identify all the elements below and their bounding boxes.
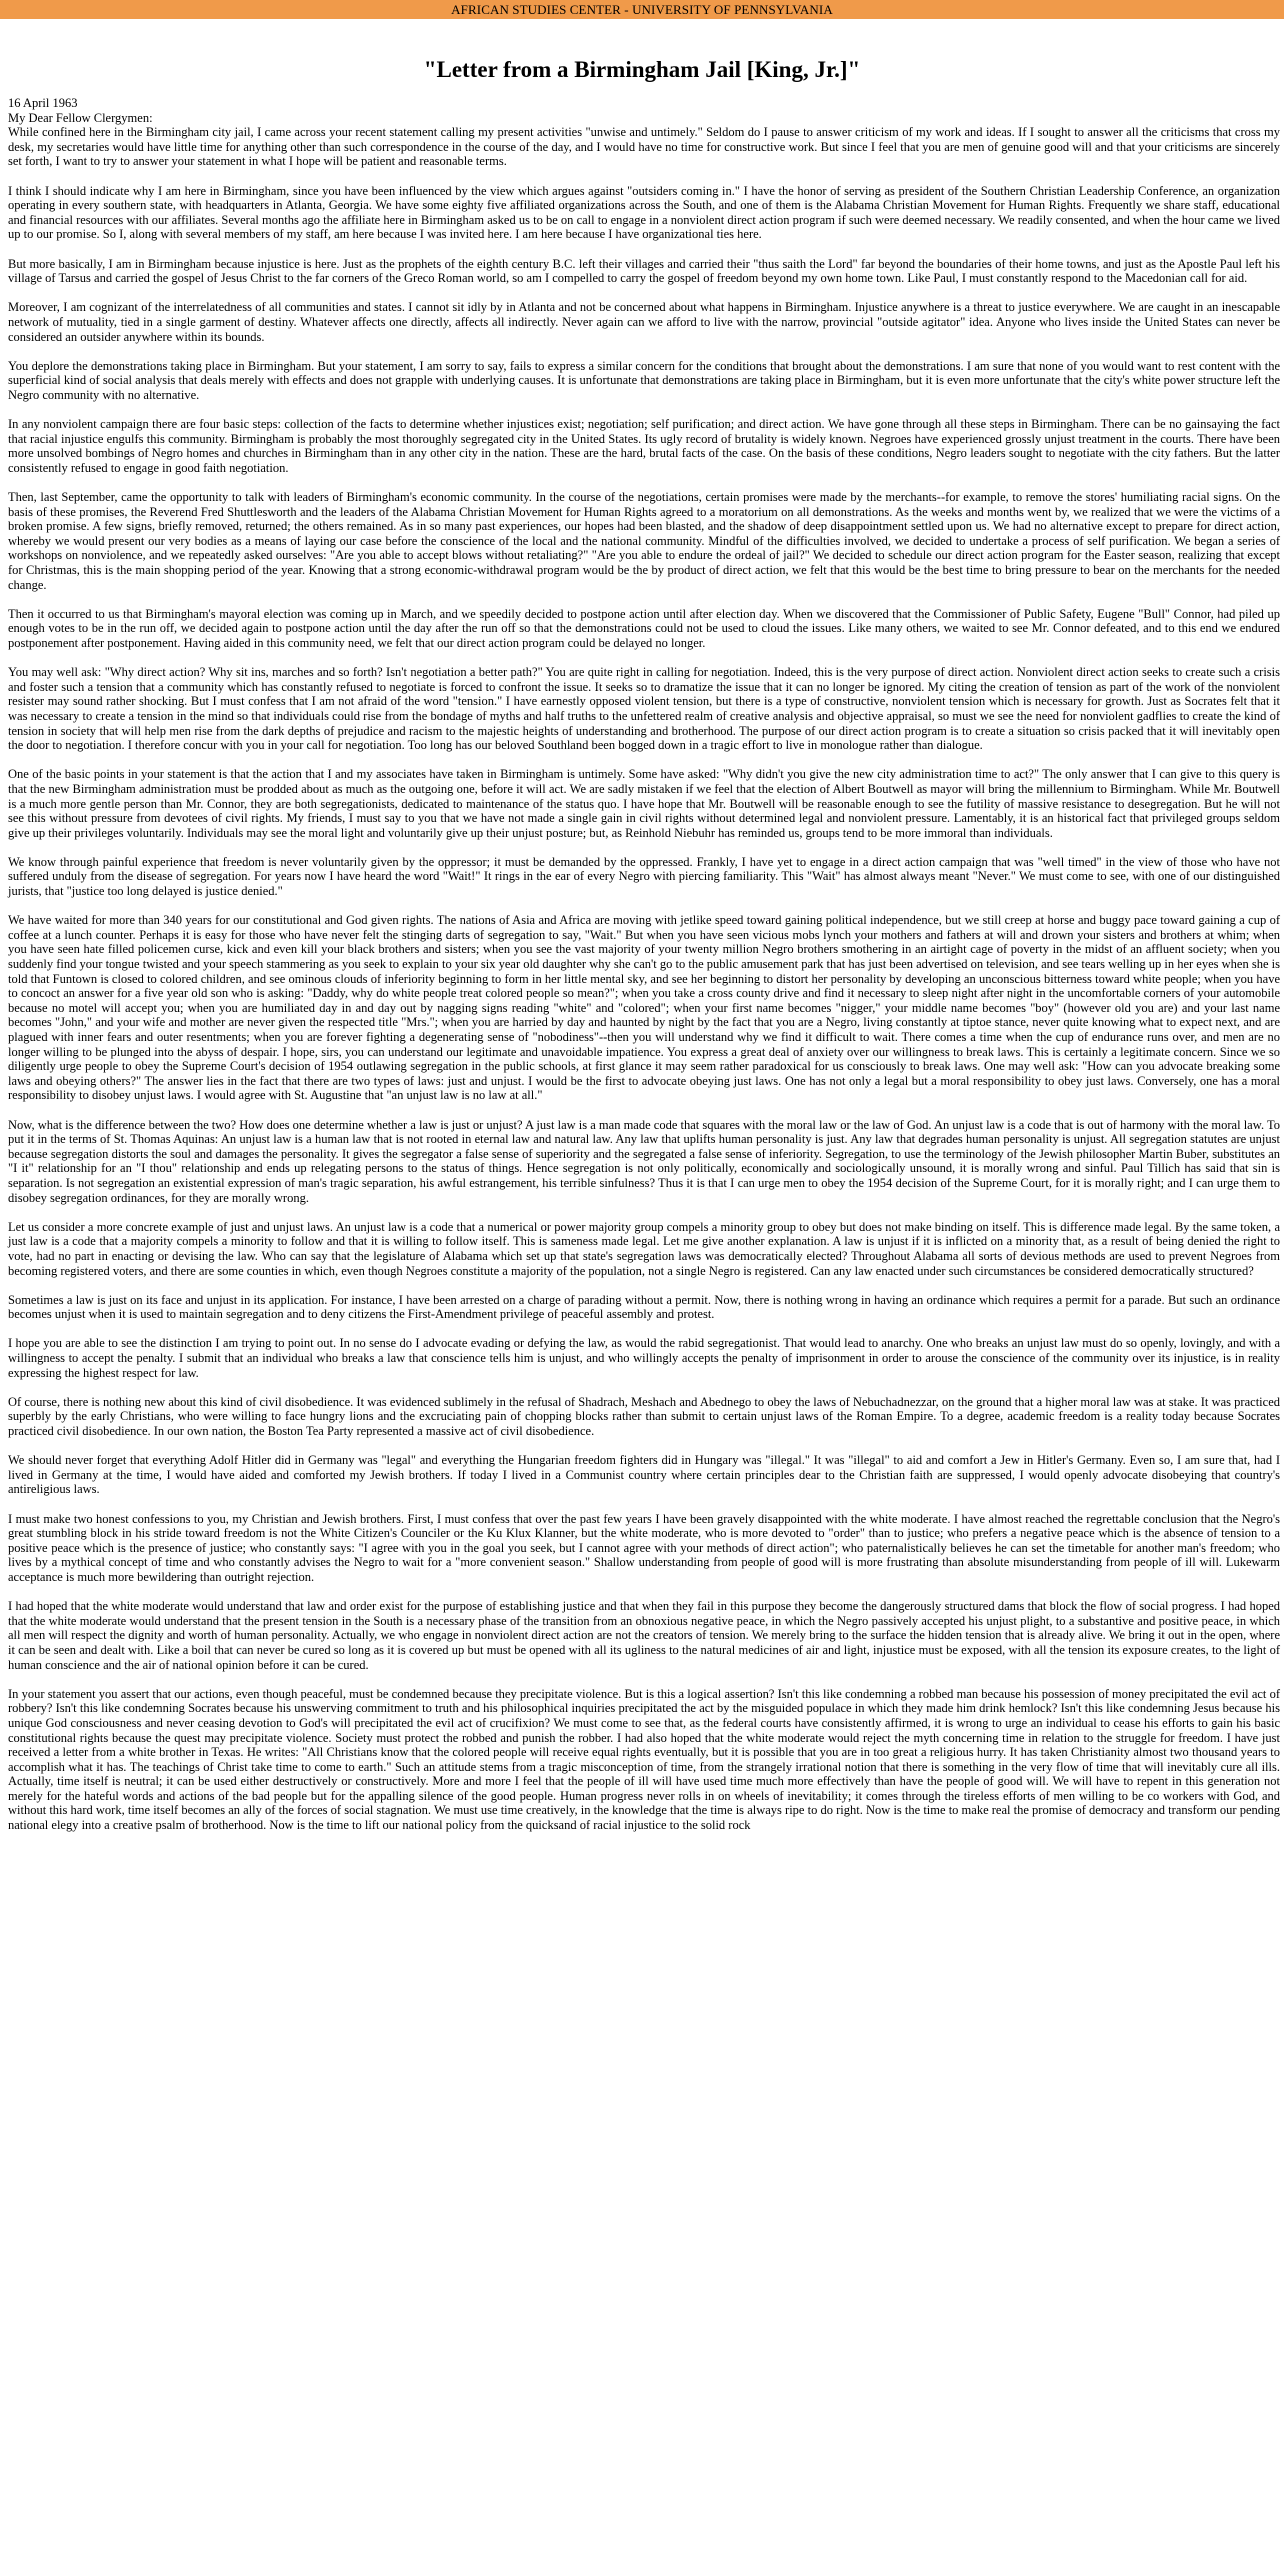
paragraph: One of the basic points in your statement is that the action that I and my associates have taken in Birmingham is untimely. Some have asked: "Why didn't you give the new city administration time to act?" The only answer that I can give to this query is that the new Birmingham administration must be prodded about as much as the outgoing one, before it will act. We are sadly mistaken if we feel that the election of Albert Boutwell as mayor will bring the millennium to Birmingham. While Mr. Boutwell is a much more gentle person than Mr. Connor, they are both segregationists, dedicated to maintenance of the status quo. I have hope that Mr. Boutwell will be reasonable enough to see the futility of massive resistance to desegregation. But he will not see this without pressure from devotees of civil rights. My friends, I must say to you that we have not made a single gain in civil rights without determined legal and nonviolent pressure. Lamentably, it is an historical fact that privileged groups seldom give up their privileges voluntarily. Individuals may see the moral light and voluntarily give up their unjust posture; but, as Reinhold Niebuhr has reminded us, groups tend to be more immoral than individuals. [8,767,1280,840]
paragraph: While confined here in the Birmingham city jail, I came across your recent statement calling my present activities "unwise and untimely." Seldom do I pause to answer criticism of my work and ideas. If I sought to answer all the criticisms that cross my desk, my secretaries would have little time for anything other than such correspondence in the course of the day, and I would have no time for constructive work. But since I feel that you are men of genuine good will and that your criticisms are sincerely set forth, I want to try to answer your statement in what I hope will be patient and reasonable terms. [8,125,1280,169]
paragraph: I had hoped that the white moderate would understand that law and order exist for the purpose of establishing justice and that when they fail in this purpose they become the dangerously structured dams that block the flow of social progress. I had hoped that the white moderate would understand that the present tension in the South is a necessary phase of the transition from an obnoxious negative peace, in which the Negro passively accepted his unjust plight, to a substantive and positive peace, in which all men will respect the dignity and worth of human personality. Actually, we who engage in nonviolent direct action are not the creators of tension. We merely bring to the surface the hidden tension that is already alive. We bring it out in the open, where it can be seen and dealt with. Like a boil that can never be cured so long as it is covered up but must be opened with all its ugliness to the natural medicines of air and light, injustice must be exposed, with all the tension its exposure creates, to the light of human conscience and the air of national opinion before it can be cured. [8,1599,1280,1672]
paragraph: Sometimes a law is just on its face and unjust in its application. For instance, I have been arrested on a charge of parading without a permit. Now, there is nothing wrong in having an ordinance which requires a permit for a parade. But such an ordinance becomes unjust when it is used to maintain segregation and to deny citizens the First-Amendment privilege of peaceful assembly and protest. [8,1292,1280,1322]
letter-date: 16 April 1963 [8,96,78,110]
paragraph: You may well ask: "Why direct action? Why sit ins, marches and so forth? Isn't negotiation a better path?" You are quite right in calling for negotiation. Indeed, this is the very purpose of direct action. Nonviolent direct action seeks to create such a crisis and foster such a tension that a community which has constantly refused to negotiate is forced to confront the issue. It seeks so to dramatize the issue that it can no longer be ignored. My citing the creation of tension as part of the work of the nonviolent resister may sound rather shocking. But I must confess that I am not afraid of the word "tension." I have earnestly opposed violent tension, but there is a type of constructive, nonviolent tension which is necessary for growth. Just as Socrates felt that it was necessary to create a tension in the mind so that individuals could rise from the bondage of myths and half truths to the unfettered realm of creative analysis and objective appraisal, so must we see the need for nonviolent gadflies to create the kind of tension in society that will help men rise from the dark depths of prejudice and racism to the majestic heights of understanding and brotherhood. The purpose of our direct action program is to create a situation so crisis packed that it will inevitably open the door to negotiation. I therefore concur with you in your call for negotiation. Too long has our beloved Southland been bogged down in a tragic effort to live in monologue rather than dialogue. [8,665,1280,753]
paragraph: Of course, there is nothing new about this kind of civil disobedience. It was evidenced sublimely in the refusal of Shadrach, Meshach and Abednego to obey the laws of Nebuchadnezzar, on the ground that a higher moral law was at stake. It was practiced superbly by the early Christians, who were willing to face hungry lions and the excruciating pain of chopping blocks rather than submit to certain unjust laws of the Roman Empire. To a degree, academic freedom is a reality today because Socrates practiced civil disobedience. In our own nation, the Boston Tea Party represented a massive act of civil disobedience. [8,1394,1280,1439]
paragraph: We have waited for more than 340 years for our constitutional and God given rights. The nations of Asia and Africa are moving with jetlike speed toward gaining political independence, but we still creep at horse and buggy pace toward gaining a cup of coffee at a lunch counter. Perhaps it is easy for those who have never felt the stinging darts of segregation to say, "Wait." But when you have seen vicious mobs lynch your mothers and fathers at will and drown your sisters and brothers at whim; when you have seen hate filled policemen curse, kick and even kill your black brothers and sisters; when you see the vast majority of your twenty million Negro brothers smothering in an airtight cage of poverty in the midst of an affluent society; when you suddenly find your tongue twisted and your speech stammering as you seek to explain to your six year old daughter why she can't go to the public amusement park that has just been advertised on television, and see tears welling up in her eyes when she is told that Funtown is closed to colored children, and see ominous clouds of inferiority beginning to form in her little mental sky, and see her beginning to distort her personality by developing an unconscious bitterness toward white people; when you have to concoct an answer for a five year old son who is asking: "Daddy, why do white people treat colored people so mean?"; when you take a cross county drive and find it necessary to sleep night after night in the uncomfortable corners of your automobile because no motel will accept you; when you are humiliated day in and day out by nagging signs reading "white" and "colored"; when your first name becomes "nigger," your middle name becomes "boy" (however old you are) and your last name becomes "John," and your wife and mother are never given the respected title "Mrs."; when you are harried by day and haunted by night by the fact that you are a Negro, living constantly at tiptoe stance, never quite knowing what to expect next, and are plagued with inner fears and outer resentments; when you are forever fighting a degenerating sense of "nobodiness"--then you will understand why we find it difficult to wait. There comes a time when the cup of endurance runs over, and men are no longer willing to be plunged into the abyss of despair. I hope, sirs, you can understand our legitimate and unavoidable impatience. You express a great deal of anxiety over our willingness to break laws. This is certainly a legitimate concern. Since we so diligently urge people to obey the Supreme Court's decision of 1954 outlawing segregation in the public schools, at first glance it may seem rather paradoxical for us consciously to break laws. One may well ask: "How can you advocate breaking some laws and obeying others?" The answer lies in the fact that there are two types of laws: just and unjust. I would be the first to advocate obeying just laws. One has not only a legal but a moral responsibility to obey just laws. Conversely, one has a moral responsibility to disobey unjust laws. I would agree with St. Augustine that "an unjust law is no law at all." [8,913,1280,1103]
paragraph: We know through painful experience that freedom is never voluntarily given by the oppressor; it must be demanded by the oppressed. Frankly, I have yet to engage in a direct action campaign that was "well timed" in the view of those who have not suffered unduly from the disease of segregation. For years now I have heard the word "Wait!" It rings in the ear of every Negro with piercing familiarity. This "Wait" has almost always meant "Never." We must come to see, with one of our distinguished jurists, that "justice too long delayed is justice denied." [8,854,1280,899]
paragraph: You deplore the demonstrations taking place in Birmingham. But your statement, I am sorry to say, fails to express a similar concern for the conditions that brought about the demonstrations. I am sure that none of you would want to rest content with the superficial kind of social analysis that deals merely with effects and does not grapple with underlying causes. It is unfortunate that demonstrations are taking place in Birmingham, but it is even more unfortunate that the city's white power structure left the Negro community with no alternative. [8,358,1280,402]
letter-content [0,96,1284,1833]
paragraph: Let us consider a more concrete example of just and unjust laws. An unjust law is a code that a numerical or power majority group compels a minority group to obey but does not make binding on itself. This is difference made legal. By the same token, a just law is a code that a majority compels a minority to follow and that it is willing to follow itself. This is sameness made legal. Let me give another explanation. A law is unjust if it is inflicted on a minority that, as a result of being denied the right to vote, had no part in enacting or devising the law. Who can say that the legislature of Alabama which set up that state's segregation laws was democratically elected? Throughout Alabama all sorts of devious methods are used to prevent Negroes from becoming registered voters, and there are some counties in which, even though Negroes constitute a majority of the population, not a single Negro is registered. Can any law enacted under such circumstances be considered democratically structured? [8,1219,1280,1278]
letter-salutation: My Dear Fellow Clergymen: [8,110,153,125]
paragraph: I must make two honest confessions to you, my Christian and Jewish brothers. First, I must confess that over the past few years I have been gravely disappointed with the white moderate. I have almost reached the regrettable conclusion that the Negro's great stumbling block in his stride toward freedom is not the White Citizen's Counciler or the Ku Klux Klanner, but the white moderate, who is more devoted to "order" than to justice; who prefers a negative peace which is the absence of tension to a positive peace which is the presence of justice; who constantly says: "I agree with you in the goal you seek, but I cannot agree with your methods of direct action"; who paternalistically believes he can set the timetable for another man's freedom; who lives by a mythical concept of time and who constantly advises the Negro to wait for a "more convenient season." Shallow understanding from people of good will is more frustrating than absolute misunderstanding from people of ill will. Lukewarm acceptance is much more bewildering than outright rejection. [8,1511,1280,1584]
page-title: "Letter from a Birmingham Jail [King, Jr.]" [423,57,861,82]
site-banner-text: AFRICAN STUDIES CENTER - UNIVERSITY OF PENNSYLVANIA [451,2,833,17]
paragraph: In any nonviolent campaign there are four basic steps: collection of the facts to determine whether injustices exist; negotiation; self purification; and direct action. We have gone through all these steps in Birmingham. There can be no gainsaying the fact that racial injustice engulfs this community. Birmingham is probably the most thoroughly segregated city in the United States. Its ugly record of brutality is widely known. Negroes have experienced grossly unjust treatment in the courts. There have been more unsolved bombings of Negro homes and churches in Birmingham than in any other city in the nation. These are the hard, brutal facts of the case. On the basis of these conditions, Negro leaders sought to negotiate with the city fathers. But the latter consistently refused to engage in good faith negotiation. [8,417,1280,475]
paragraph: But more basically, I am in Birmingham because injustice is here. Just as the prophets of the eighth century B.C. left their villages and carried their "thus saith the Lord" far beyond the boundaries of their home towns, and just as the Apostle Paul left his village of Tarsus and carried the gospel of Jesus Christ to the far corners of the Greco Roman world, so am I compelled to carry the gospel of freedom beyond my own home town. Like Paul, I must constantly respond to the Macedonian call for aid. [8,256,1280,286]
site-banner [0,0,1284,19]
letter-body [8,125,1280,1832]
paragraph: Moreover, I am cognizant of the interrelatedness of all communities and states. I cannot sit idly by in Atlanta and not be concerned about what happens in Birmingham. Injustice anywhere is a threat to justice everywhere. We are caught in an inescapable network of mutuality, tied in a single garment of destiny. Whatever affects one directly, affects all indirectly. Never again can we afford to live with the narrow, provincial "outside agitator" idea. Anyone who lives inside the United States can never be considered an outsider anywhere within its bounds. [8,300,1280,344]
paragraph: Then, last September, came the opportunity to talk with leaders of Birmingham's economic community. In the course of the negotiations, certain promises were made by the merchants--for example, to remove the stores' humiliating racial signs. On the basis of these promises, the Reverend Fred Shuttlesworth and the leaders of the Alabama Christian Movement for Human Rights agreed to a moratorium on all demonstrations. As the weeks and months went by, we realized that we were the victims of a broken promise. A few signs, briefly removed, returned; the others remained. As in so many past experiences, our hopes had been blasted, and the shadow of deep disappointment settled upon us. We had no alternative except to prepare for direct action, whereby we would present our very bodies as a means of laying our case before the conscience of the local and the national community. Mindful of the difficulties involved, we decided to undertake a process of self purification. We began a series of workshops on nonviolence, and we repeatedly asked ourselves: "Are you able to accept blows without retaliating?" "Are you able to endure the ordeal of jail?" We decided to schedule our direct action program for the Easter season, realizing that except for Christmas, this is the main shopping period of the year. Knowing that a strong economic-withdrawal program would be the by product of direct action, we felt that this would be the best time to bring pressure to bear on the merchants for the needed change. [8,490,1280,592]
paragraph: Then it occurred to us that Birmingham's mayoral election was coming up in March, and we speedily decided to postpone action until after election day. When we discovered that the Commissioner of Public Safety, Eugene "Bull" Connor, had piled up enough votes to be in the run off, we decided again to postpone action until the day after the run off so that the demonstrations could not be used to cloud the issues. Like many others, we waited to see Mr. Connor defeated, and to this end we endured postponement after postponement. Having aided in this community need, we felt that our direct action program could be delayed no longer. [8,606,1280,650]
paragraph: I hope you are able to see the distinction I am trying to point out. In no sense do I advocate evading or defying the law, as would the rabid segregationist. That would lead to anarchy. One who breaks an unjust law must do so openly, lovingly, and with a willingness to accept the penalty. I submit that an individual who breaks a law that conscience tells him is unjust, and who willingly accepts the penalty of imprisonment in order to arouse the conscience of the community over its injustice, is in reality expressing the highest respect for law. [8,1336,1280,1380]
paragraph: I think I should indicate why I am here in Birmingham, since you have been influenced by the view which argues against "outsiders coming in." I have the honor of serving as president of the Southern Christian Leadership Conference, an organization operating in every southern state, with headquarters in Atlanta, Georgia. We have some eighty five affiliated organizations across the South, and one of them is the Alabama Christian Movement for Human Rights. Frequently we share staff, educational and financial resources with our affiliates. Several months ago the affiliate here in Birmingham asked us to be on call to engage in a nonviolent direct action program if such were deemed necessary. We readily consented, and when the hour came we lived up to our promise. So I, along with several members of my staff, am here because I was invited here. I am here because I have organizational ties here. [8,183,1280,242]
paragraph: Now, what is the difference between the two? How does one determine whether a law is just or unjust? A just law is a man made code that squares with the moral law or the law of God. An unjust law is a code that is out of harmony with the moral law. To put it in the terms of St. Thomas Aquinas: An unjust law is a human law that is not rooted in eternal law and natural law. Any law that uplifts human personality is just. Any law that degrades human personality is unjust. All segregation statutes are unjust because segregation distorts the soul and damages the personality. It gives the segregator a false sense of superiority and the segregated a false sense of inferiority. Segregation, to use the terminology of the Jewish philosopher Martin Buber, substitutes an "I it" relationship for an "I thou" relationship and ends up relegating persons to the status of things. Hence segregation is not only politically, economically and sociologically unsound, it is morally wrong and sinful. Paul Tillich has said that sin is separation. Is not segregation an existential expression of man's tragic separation, his awful estrangement, his terrible sinfulness? Thus it is that I can urge men to obey the 1954 decision of the Supreme Court, for it is morally right; and I can urge them to disobey segregation ordinances, for they are morally wrong. [8,1117,1280,1205]
paragraph: In your statement you assert that our actions, even though peaceful, must be condemned because they precipitate violence. But is this a logical assertion? Isn't this like condemning a robbed man because his possession of money precipitated the evil act of robbery? Isn't this like condemning Socrates because his unswerving commitment to truth and his philosophical inquiries precipitated the act by the misguided populace in which they made him drink hemlock? Isn't this like condemning Jesus because his unique God consciousness and never ceasing devotion to God's will precipitated the evil act of crucifixion? We must come to see that, as the federal courts have consistently affirmed, it is wrong to urge an individual to cease his efforts to gain his basic constitutional rights because the quest may precipitate violence. Society must protect the robbed and punish the robber. I had also hoped that the white moderate would reject the myth concerning time in relation to the struggle for freedom. I have just received a letter from a white brother in Texas. He writes: "All Christians know that the colored people will receive equal rights eventually, but it is possible that you are in too great a religious hurry. It has taken Christianity almost two thousand years to accomplish what it has. The teachings of Christ take time to come to earth." Such an attitude stems from a tragic misconception of time, from the strangely irrational notion that there is something in the very flow of time that will inevitably cure all ills. Actually, time itself is neutral; it can be used either destructively or constructively. More and more I feel that the people of ill will have used time much more effectively than have the people of good will. We will have to repent in this generation not merely for the hateful words and actions of the bad people but for the appalling silence of the good people. Human progress never rolls in on wheels of inevitability; it comes through the tireless efforts of men willing to be co workers with God, and without this hard work, time itself becomes an ally of the forces of social stagnation. We must use time creatively, in the knowledge that the time is always ripe to do right. Now is the time to make real the promise of democracy and transform our pending national elegy into a creative psalm of brotherhood. Now is the time to lift our national policy from the quicksand of racial injustice to the solid rock [8,1686,1280,1833]
paragraph: We should never forget that everything Adolf Hitler did in Germany was "legal" and everything the Hungarian freedom fighters did in Hungary was "illegal." It was "illegal" to aid and comfort a Jew in Hitler's Germany. Even so, I am sure that, had I lived in Germany at the time, I would have aided and comforted my Jewish brothers. If today I lived in a Communist country where certain principles dear to the Christian faith are suppressed, I would openly advocate disobeying that country's antireligious laws. [8,1453,1280,1497]
